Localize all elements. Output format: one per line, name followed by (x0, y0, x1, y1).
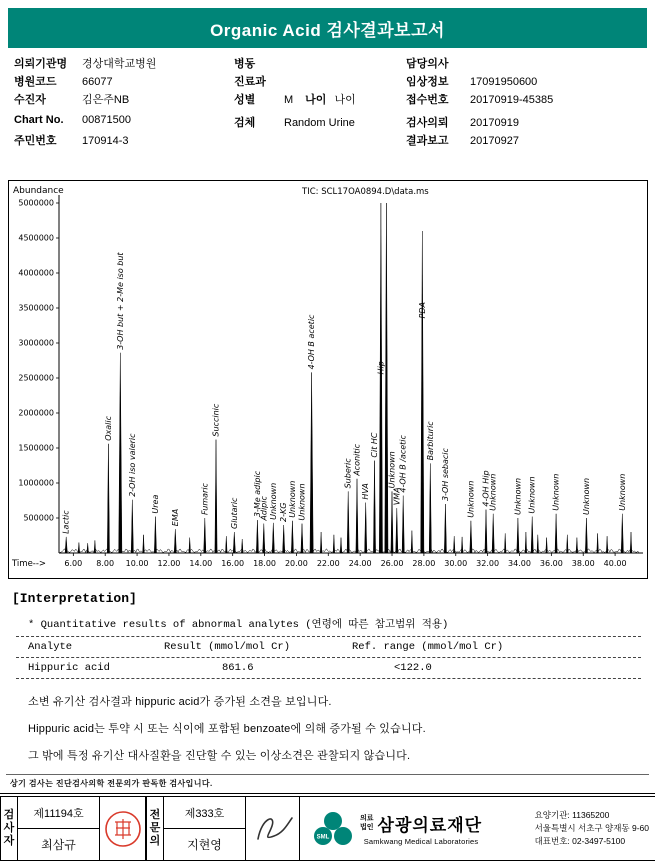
hospital-code-label: 병원코드 (14, 76, 57, 88)
ref-range-header: Ref. range (mmol/mol Cr) (352, 641, 504, 653)
org-name-en: Samkwang Medical Laboratories (363, 837, 479, 846)
result-header: Result (mmol/mol Cr) (164, 641, 291, 653)
svg-text:PDA: PDA (417, 302, 427, 319)
footer-top-rule (6, 774, 649, 775)
specialist-cell (164, 797, 246, 860)
age-label: 나이 (305, 94, 327, 106)
specialist-signature-cell (246, 797, 300, 860)
table-divider-top (16, 636, 641, 637)
result-value: 861.6 (222, 662, 254, 674)
patient-info-section (0, 48, 655, 150)
svg-text:6.00: 6.00 (64, 559, 83, 568)
svg-text:38.00: 38.00 (571, 559, 595, 568)
report-title: Organic Acid 검사결과보고서 (210, 21, 445, 40)
department-label: 진료과 (234, 76, 266, 88)
svg-text:2000000: 2000000 (18, 408, 54, 418)
svg-text:Unknown: Unknown (287, 480, 297, 518)
info-row-department (234, 73, 406, 91)
sml-logo-icon (312, 811, 354, 847)
svg-text:12.00: 12.00 (157, 559, 181, 568)
patient-info-col2 (234, 55, 406, 150)
interpretation-heading: [Interpretation] (12, 591, 137, 606)
svg-text:3-OH sebacic: 3-OH sebacic (440, 448, 450, 501)
request-date-value: 20170919 (470, 117, 519, 129)
svg-text:Suberic: Suberic (343, 458, 353, 489)
svg-text:Abundance: Abundance (13, 186, 64, 196)
svg-text:4-OH B /acetic: 4-OH B /acetic (398, 435, 408, 493)
institution-label: 의뢰기관명 (14, 58, 68, 70)
svg-text:32.00: 32.00 (476, 559, 500, 568)
sml-logo-text: SML (316, 834, 330, 840)
clinical-info-value: 17091950600 (470, 76, 538, 88)
comment-line: 소변 유기산 검사결과 hippuric acid가 증가된 소견을 보입니다. (28, 696, 332, 708)
report-title-banner (8, 8, 647, 48)
interpretation-section (0, 579, 655, 763)
examiner-role-label: 검사자 (3, 808, 15, 848)
certification-note: 상기 검사는 진단검사의학 전문의가 판독한 검사입니다. (10, 779, 213, 788)
specimen-value: Random Urine (284, 117, 355, 129)
svg-text:22.00: 22.00 (316, 559, 340, 568)
chart-no-value: 00871500 (82, 114, 131, 126)
svg-text:5000000: 5000000 (18, 198, 54, 208)
patient-value: 김은주NB (82, 94, 130, 106)
svg-text:36.00: 36.00 (539, 559, 563, 568)
svg-text:3500000: 3500000 (18, 303, 54, 313)
request-date-label: 검사의뢰 (406, 117, 449, 129)
svg-text:3000000: 3000000 (18, 338, 54, 348)
specialist-role-cell (146, 797, 164, 860)
chromatogram-panel (8, 180, 648, 579)
resident-no-value: 170914-3 (82, 135, 129, 147)
svg-text:26.00: 26.00 (380, 559, 404, 568)
table-divider-mid (16, 657, 641, 658)
svg-text:4-OH Hip: 4-OH Hip (481, 470, 491, 507)
svg-text:EMA: EMA (170, 508, 180, 527)
examiner-stamp-icon (103, 809, 143, 849)
patient-info-col3 (406, 55, 655, 150)
specialist-signature-icon (250, 809, 296, 849)
contact-block (535, 809, 649, 849)
patient-label: 수진자 (14, 94, 46, 106)
svg-text:34.00: 34.00 (508, 559, 531, 568)
doctor-label: 담당의사 (406, 58, 449, 70)
contact-org-code: 요양기관: 11365200 (534, 809, 610, 820)
sex-label: 성별 (234, 94, 256, 106)
patient-info-col1 (14, 55, 234, 150)
table-divider-bottom (16, 678, 641, 679)
svg-text:3-Me adipic: 3-Me adipic (252, 470, 262, 518)
specimen-label: 검체 (234, 117, 256, 129)
age-value: 나이 (334, 94, 356, 106)
interpretation-comments (28, 693, 641, 763)
svg-text:Barbituric: Barbituric (425, 421, 435, 461)
svg-text:TIC: SCL17OA0894.D\data.ms: TIC: SCL17OA0894.D\data.ms (302, 187, 429, 197)
svg-text:HVA: HVA (361, 483, 371, 500)
org-type (360, 815, 374, 831)
svg-text:Oxalic: Oxalic (103, 416, 113, 441)
svg-text:8.00: 8.00 (96, 559, 115, 568)
info-row-chart-no (14, 114, 234, 132)
examiner-stamp-cell (100, 797, 146, 860)
svg-text:Unknown: Unknown (466, 480, 476, 518)
svg-text:30.00: 30.00 (444, 559, 468, 568)
svg-text:20.00: 20.00 (284, 559, 308, 568)
svg-text:1500000: 1500000 (18, 443, 54, 453)
result-table-header (12, 641, 645, 653)
svg-text:Unknown: Unknown (513, 477, 523, 515)
chromatogram-svg (9, 181, 646, 578)
examiner-cell (18, 797, 100, 860)
lab-logo-block (312, 797, 482, 860)
svg-text:10.00: 10.00 (125, 559, 149, 568)
org-text-block (360, 811, 482, 846)
svg-text:4-OH B acetic: 4-OH B acetic (307, 314, 317, 370)
svg-text:28.00: 28.00 (412, 559, 436, 568)
report-date-value: 20170927 (470, 135, 519, 147)
org-name-row (360, 811, 482, 836)
info-row-clinical-info (406, 73, 655, 91)
svg-text:Succinic: Succinic (211, 403, 221, 437)
svg-text:1000000: 1000000 (18, 478, 54, 488)
svg-text:Hip: Hip (376, 361, 386, 375)
org-type-line2: 법인 (360, 823, 374, 831)
svg-text:Unknown: Unknown (551, 473, 561, 511)
svg-text:16.00: 16.00 (221, 559, 245, 568)
info-row-ward (234, 55, 406, 73)
info-row-report-date (406, 132, 655, 150)
ref-range-value: <122.0 (394, 662, 432, 674)
svg-text:4000000: 4000000 (18, 268, 54, 278)
info-row-institution (14, 55, 234, 73)
hospital-code-value: 66077 (82, 76, 113, 88)
svg-text:18.00: 18.00 (253, 559, 277, 568)
receipt-no-value: 20170919-45385 (470, 94, 554, 106)
comment-line: Hippuric acid는 투약 시 또는 식이에 포함된 benzoate에 의해 증가될 수 있습니다. (28, 723, 426, 735)
svg-text:Unknown: Unknown (527, 476, 537, 514)
analyte-header: Analyte (28, 641, 73, 653)
svg-text:Unknown: Unknown (387, 451, 397, 489)
svg-text:24.00: 24.00 (348, 559, 372, 568)
info-row-doctor (406, 55, 655, 73)
svg-text:Urea: Urea (150, 494, 160, 514)
svg-text:Adipic: Adipic (259, 496, 269, 521)
svg-text:3-OH but + 2-Me iso but: 3-OH but + 2-Me iso but (115, 252, 125, 350)
clinical-info-label: 임상정보 (406, 76, 449, 88)
specialist-license-no: 제333호 (164, 797, 245, 829)
result-table-row (12, 662, 645, 674)
institution-value: 경상대학교병원 (82, 58, 157, 70)
svg-text:Unknown: Unknown (268, 482, 278, 520)
receipt-no-label: 접수번호 (406, 94, 449, 106)
specialist-name: 지현영 (187, 838, 222, 852)
interpretation-subtitle: * Quantitative results of abnormal analytes (연령에 따른 참고범위 적용) (28, 619, 449, 631)
info-row-resident-no (14, 132, 234, 150)
svg-text:Cit HC: Cit HC (370, 432, 379, 458)
svg-text:4500000: 4500000 (18, 233, 54, 243)
svg-text:Time-->: Time--> (12, 559, 47, 569)
contact-phone: 대표번호: 02-3497-5100 (534, 836, 626, 847)
svg-text:Unknown: Unknown (488, 473, 498, 511)
svg-text:Glutaric: Glutaric (229, 497, 239, 529)
comment-line: 그 밖에 특정 유기산 대사질환을 진단할 수 있는 이상소견은 관찰되지 않습니다. (28, 750, 411, 762)
resident-no-label: 주민번호 (14, 135, 57, 147)
info-row-specimen (234, 114, 406, 132)
chart-no-label: Chart No. (14, 114, 64, 126)
examiner-license-no: 제11194호 (18, 797, 99, 829)
info-row-receipt-no (406, 91, 655, 109)
svg-text:2-KG: 2-KG (279, 502, 289, 522)
svg-text:500000: 500000 (23, 513, 54, 523)
sex-value: M (284, 94, 294, 106)
specialist-role-label: 전문의 (149, 808, 161, 848)
svg-text:14.00: 14.00 (189, 559, 213, 568)
info-row-request-date (406, 114, 655, 132)
org-type-line1: 의료 (360, 815, 374, 823)
info-row-sex-age (234, 91, 406, 109)
info-row-patient (14, 91, 234, 109)
svg-text:VMA: VMA (392, 487, 402, 506)
examiner-role-cell (0, 797, 18, 860)
svg-text:40.00: 40.00 (603, 559, 627, 568)
ward-label: 병동 (234, 58, 256, 70)
svg-text:Fumaric: Fumaric (200, 483, 210, 515)
svg-text:2500000: 2500000 (18, 373, 54, 383)
contact-address: 서울특별시 서초구 양재동 9-60 (534, 822, 649, 833)
svg-text:Aconitic: Aconitic (352, 443, 362, 476)
org-name: 삼광의료재단 (377, 816, 483, 835)
svg-text:Unknown: Unknown (581, 477, 591, 515)
svg-text:Lactic: Lactic (61, 510, 71, 534)
footer-section (0, 797, 655, 861)
svg-text:Unknown: Unknown (297, 483, 307, 521)
examiner-name: 최삼규 (41, 838, 76, 852)
analyte-value: Hippuric acid (28, 662, 110, 674)
svg-text:Unknown: Unknown (617, 473, 627, 511)
svg-text:2-OH iso valeric: 2-OH iso valeric (127, 433, 137, 497)
report-date-label: 결과보고 (406, 135, 449, 147)
info-row-hospital-code (14, 73, 234, 91)
